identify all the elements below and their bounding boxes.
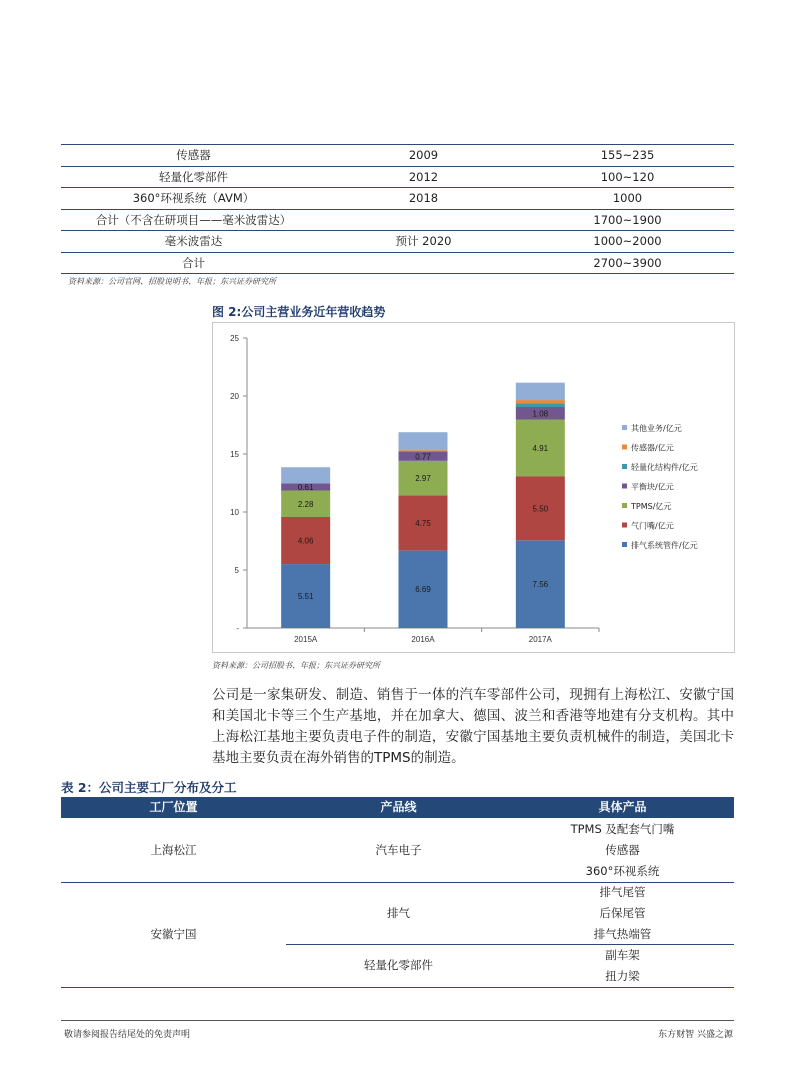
location-shanghai: 上海松江: [150, 843, 197, 857]
capacity-row: [61, 231, 734, 253]
product-avm: 360°环视系统: [585, 864, 660, 878]
data-label: 5.51: [297, 592, 314, 602]
footer-disclaimer: 敬请参阅报告结尾处的免责声明: [64, 1030, 191, 1040]
year-cell: 2009: [326, 145, 521, 167]
y-tick-label: 10: [230, 508, 239, 517]
product-cell: 传感器: [61, 145, 326, 167]
capacity-cell: 1000~2000: [521, 231, 734, 253]
bar-segment: [399, 451, 448, 452]
capacity-row: [61, 145, 734, 167]
year-cell: [326, 252, 521, 274]
revenue-chart-svg: [213, 323, 734, 652]
year-cell: 2018: [326, 188, 521, 210]
table2-title: 表 2：公司主要工厂分布及分工: [61, 780, 237, 795]
product-exhaust-tail: 排气尾管: [599, 885, 646, 899]
x-tick-label: 2017A: [528, 635, 552, 644]
capacity-row: [61, 209, 734, 231]
capacity-row: [61, 166, 734, 188]
data-label: 0.77: [415, 452, 431, 462]
figure-source: 资料来源：公司招股书、年报；东兴证券研究所: [212, 661, 380, 670]
legend-label: TPMS/亿元: [631, 502, 672, 511]
legend-swatch: [622, 484, 627, 489]
year-cell: [326, 209, 521, 231]
header-line: 产品线: [380, 800, 417, 814]
data-label: 0.61: [297, 483, 314, 493]
legend-swatch: [622, 542, 627, 547]
x-tick-label: 2016A: [411, 635, 435, 644]
legend-label: 气门嘴/亿元: [631, 521, 674, 531]
y-tick-label: 20: [230, 392, 239, 401]
product-cell: 合计（不含在研项目——毫米波雷达）: [61, 209, 326, 231]
data-label: 4.91: [532, 444, 549, 454]
legend-label: 平衡块/亿元: [631, 482, 674, 492]
line-lightweight: 轻量化零部件: [364, 958, 433, 972]
line-auto-electronics: 汽车电子: [375, 843, 422, 857]
figure-title: 图 2:公司主营业务近年营收趋势: [212, 305, 386, 319]
product-rear-tail: 后保尾管: [599, 906, 646, 920]
capacity-row: [61, 252, 734, 274]
capacity-cell: 1000: [521, 188, 734, 210]
header-products: 具体产品: [598, 800, 647, 814]
legend-label: 轻量化结构件/亿元: [631, 463, 698, 472]
product-subframe: 副车架: [605, 948, 640, 962]
location-anhui: 安徽宁国: [150, 927, 197, 941]
body-paragraph: 公司是一家集研发、制造、销售于一体的汽车零部件公司，现拥有上海松江、安徽宁国和美国北卡等三个生产基地，并在加拿大、德国、波兰和香港等地建有分支机构。其中上海松江基地主要负责电子件的制造，安徽宁国基地主要负责机械件的制造，美国北卡基地主要负责在海外销售的TPMS的制造。: [212, 687, 734, 766]
year-cell: 2012: [326, 166, 521, 188]
x-tick-label: 2015A: [294, 635, 318, 644]
year-cell: 预计 2020: [326, 231, 521, 253]
y-tick-label: 15: [230, 450, 239, 459]
data-label: 4.06: [297, 536, 314, 546]
data-label: 7.56: [532, 580, 549, 590]
capacity-row: [61, 188, 734, 210]
footer-slogan: 东方财智 兴盛之源: [658, 1030, 733, 1040]
capacity-cell: 1700~1900: [521, 209, 734, 231]
table2-header: [61, 797, 734, 818]
legend-swatch: [622, 523, 627, 528]
data-label: 5.50: [532, 504, 549, 514]
legend-label: 其他业务/亿元: [631, 424, 682, 433]
footer-rule: [61, 1020, 734, 1021]
capacity-table: [61, 144, 734, 274]
legend-swatch: [622, 503, 627, 508]
product-torsion-beam: 扭力梁: [605, 969, 640, 983]
data-label: 2.97: [415, 474, 431, 484]
product-hot-end: 排气热端管: [593, 927, 652, 941]
bar-segment: [516, 404, 565, 407]
product-cell: 毫米波雷达: [61, 231, 326, 253]
revenue-chart: [212, 322, 735, 653]
legend-label: 排气系统管件/亿元: [631, 541, 698, 550]
capacity-cell: 100~120: [521, 166, 734, 188]
data-label: 4.75: [415, 518, 431, 528]
legend-label: 传感器/亿元: [631, 443, 674, 453]
table2-bottom: [61, 987, 734, 988]
table1-source: 资料来源：公司官网、招股说明书、年报；东兴证券研究所: [68, 277, 276, 286]
y-tick-label: 25: [230, 334, 239, 343]
header-location: 工厂位置: [149, 800, 198, 814]
y-tick-label: -: [236, 624, 239, 633]
line-exhaust: 排气: [387, 906, 410, 920]
data-label: 2.28: [297, 499, 314, 509]
product-sensor: 传感器: [605, 843, 640, 857]
product-cell: 360°环视系统（AVM）: [61, 188, 326, 210]
y-tick-label: 5: [234, 566, 239, 575]
bar-segment: [281, 467, 330, 483]
bar-segment: [516, 400, 565, 403]
data-label: 6.69: [415, 585, 431, 595]
legend-swatch: [622, 445, 627, 450]
capacity-cell: 2700~3900: [521, 252, 734, 274]
product-cell: 合计: [61, 252, 326, 274]
bar-segment: [399, 432, 448, 449]
product-cell: 轻量化零部件: [61, 166, 326, 188]
data-label: 1.08: [532, 409, 549, 419]
bar-segment: [516, 383, 565, 400]
bar-segment: [399, 450, 448, 451]
capacity-cell: 155~235: [521, 145, 734, 167]
legend-swatch: [622, 425, 627, 430]
product-tpms: TPMS 及配套气门嘴: [570, 822, 675, 836]
legend-swatch: [622, 464, 627, 469]
